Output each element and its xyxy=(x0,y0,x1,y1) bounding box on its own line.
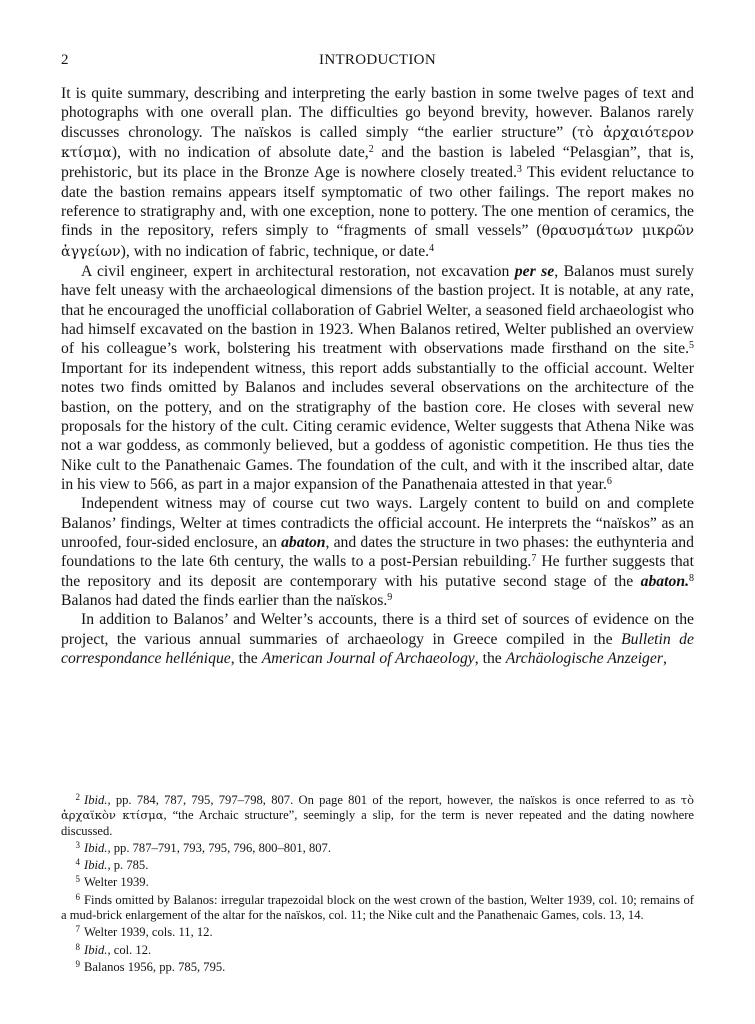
emphasis-text: abaton. xyxy=(640,572,689,590)
greek-phrase: τὸ ἀρχαϊκὸν κτίσμα xyxy=(61,793,694,823)
greek-phrase: τὸ ἀρχαιότερον κτίσμα xyxy=(61,124,695,162)
paragraph-text: Important for its independent witness, this report adds substantially to the official account. Welter notes two finds omitted by Balanos and includes several observations on the architecture of the bastion, on the pottery, and on the stratigraphy of the bastion core. He closes with several new proposals for the history of the cult. Citing ceramic evidence, Welter suggests that Athena Nike was not a war goddess, as commonly believed, but a goddess of agonistic competition. He thus ties the Nike cult to the Panathenaic Games. The foundation of the cult, and with it the inscribed altar, date in his view to 566, as part in a major expansion of the Panathenaia attested in that year. xyxy=(61,359,694,493)
footnote-text: Finds omitted by Balanos: irregular trapezoidal block on the west crown of the bastion, Welter 1939, col. 10; remains of a mud-brick enlargement of the altar for the naïskos, col. 11; the Nike cult and the Panathenaic Games, cols. 13, 14. xyxy=(61,892,694,923)
emphasis-text: abaton xyxy=(281,533,326,551)
footnote-5: 5 Welter 1939. xyxy=(75,874,149,890)
footnote-text: Welter 1939. xyxy=(84,875,149,890)
footnote-ibid: Ibid. xyxy=(84,793,108,807)
footnote-reference[interactable]: 5 xyxy=(689,340,694,352)
footnote-9: 9 Balanos 1956, pp. 785, 795. xyxy=(75,958,226,974)
footnote-text: , “the Archaic structure”, seemingly a slip, for the term is never repeated and the dating nowhere discussed. xyxy=(61,808,694,838)
emphasis-text: per se xyxy=(514,263,555,281)
journal-title: Bulletin de correspondance hellénique xyxy=(61,630,694,667)
paragraph-3 xyxy=(61,494,694,610)
paragraph-text: It is quite summary, describing and interpreting the early bastion in some twelve pages of text and photographs with one overall plan. The difficulties go beyond brevity, however. Balanos rarely discusses chronology. The naïskos is called simply “the earlier structure” ( xyxy=(61,85,694,141)
paragraph-text: , the xyxy=(230,649,262,667)
paragraph-4 xyxy=(61,610,694,668)
footnote-text: , p. 785. xyxy=(107,858,149,873)
footnote-text: , pp. 787–791, 793, 795, 796, 800–801, 807. xyxy=(107,840,331,855)
footnote-3: 3 Ibid., pp. 787–791, 793, 795, 796, 800–801, 807. xyxy=(75,839,331,855)
paragraph-text: , the xyxy=(474,649,506,667)
paragraph-text: and the bastion is labeled “Pelasgian”, that is, prehistoric, but its place in the Bronze Age is nowhere closely treated. xyxy=(61,144,694,182)
journal-title: American Journal of Archaeology xyxy=(261,649,475,667)
paragraph-text: , and dates the structure in two phases: the euthynteria and foundations to the late 6th century, the walls to a post-Persian rebuilding. xyxy=(61,533,694,571)
paragraph-1 xyxy=(61,84,694,262)
footnote-ibid: Ibid. xyxy=(84,840,108,855)
footnote-text: , col. 12. xyxy=(107,942,152,957)
footnote-text: , pp. 784, 787, 795, 797–798, 807. On page 801 of the report, however, the naïskos is once referred to as xyxy=(107,793,681,807)
paragraph-text: This evident reluctance to date the bastion remains appears itself symptomatic of two other failings. The report makes no reference to stratigraphy and, with one exception, none to pottery. The one mention of ceramics, the finds in the repository, refers simply to “fragments of small vessels” ( xyxy=(61,164,694,240)
footnote-reference[interactable]: 6 xyxy=(606,475,612,487)
paragraph-text: In addition to Balanos’ and Welter’s accounts, there is a third set of sources of evidence on the project, the various annual summaries of archaeology in Greece compiled in the xyxy=(61,611,694,648)
paragraph-text: , xyxy=(662,649,667,667)
footnote-reference[interactable]: 2 xyxy=(368,144,374,156)
paragraph-text: A civil engineer, expert in architectural restoration, not excavation xyxy=(81,263,515,281)
paragraph-text: Balanos had dated the finds earlier than the naïskos. xyxy=(61,591,388,609)
paragraph-2 xyxy=(61,262,694,494)
footnote-4: 4 Ibid., p. 785. xyxy=(75,857,149,873)
page-number: 2 xyxy=(61,52,69,68)
footnote-reference[interactable]: 4 xyxy=(429,242,435,254)
footnote-8: 8 Ibid., col. 12. xyxy=(75,941,152,957)
paragraph-text: ), with no indication of fabric, technique, or date. xyxy=(120,242,430,260)
greek-phrase: θραυσμάτων μικρῶν ἀγγείων xyxy=(61,223,695,260)
footnote-ibid: Ibid. xyxy=(84,942,108,957)
paragraph-text: ), with no indication of absolute date, xyxy=(111,144,369,162)
page-header xyxy=(61,52,694,72)
footnote-7: 7 Welter 1939, cols. 11, 12. xyxy=(75,924,213,940)
footnote-reference[interactable]: 8 xyxy=(689,572,694,584)
footnote-ibid: Ibid. xyxy=(84,858,108,873)
running-head: INTRODUCTION xyxy=(319,52,436,68)
footnote-text: Welter 1939, cols. 11, 12. xyxy=(84,925,213,940)
main-text xyxy=(61,84,694,668)
footnote-reference[interactable]: 9 xyxy=(387,591,393,603)
footnote-text: Balanos 1956, pp. 785, 795. xyxy=(84,959,226,974)
paragraph-text: Independent witness may of course cut two ways. Largely content to build on and complete Balanos’ findings, Welter at times contradicts the official account. He interprets the “naïskos” as an unroofed, four-sided enclosure, an xyxy=(61,495,694,551)
paragraph-text: He further suggests that the repository and its deposit are contemporary with his putative second stage of the xyxy=(61,553,694,590)
footnotes xyxy=(61,793,694,977)
paragraph-text: , Balanos must surely have felt uneasy with the archaeological dimensions of the bastion project. It is notable, at any rate, that he encouraged the unofficial collaboration of Gabriel Welter, a seasoned field archaeologist who had himself excavated on the bastion in 1923. When Balanos retired, Welter published an overview of his colleague’s work, bolstering his treatment with observations made firsthand on the site. xyxy=(61,263,695,358)
footnote-reference[interactable]: 7 xyxy=(531,553,537,565)
journal-title: Archäologische Anzeiger xyxy=(505,649,663,667)
footnote-2: 2 Ibid., pp. 784, 787, 795, 797–798, 807. On page 801 of the report, however, the naïskos is once referred to as τὸ ἀρχαϊκὸν κτίσμα, “the Archaic structure”, seemingly a slip, for the term is never repeated and the dating nowhere discussed. xyxy=(61,792,694,838)
footnote-6: 6 Finds omitted by Balanos: irregular trapezoidal block on the west crown of the bastion, Welter 1939, col. 10; remains of a mud-brick enlargement of the altar for the naïskos, col. 11; the Nike cult and the Panathenaic Games, cols. 13, 14. xyxy=(61,891,694,923)
footnote-reference[interactable]: 3 xyxy=(516,164,522,176)
